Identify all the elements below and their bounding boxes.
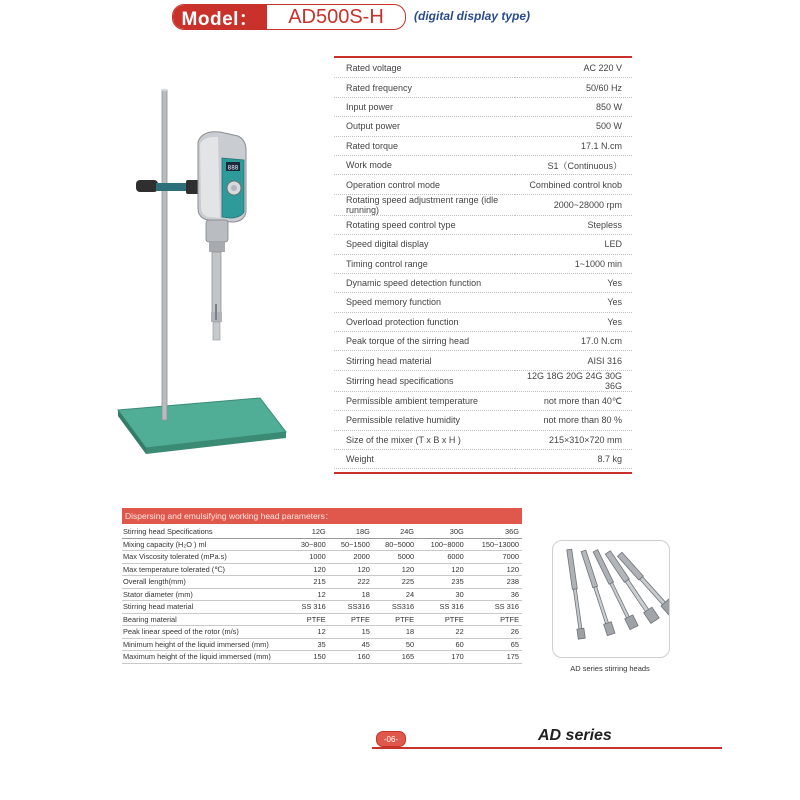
spec-label: Dynamic speed detection function — [334, 273, 515, 292]
dispersing-cell: 18 — [373, 626, 417, 639]
spec-label: Stirring head material — [334, 351, 515, 370]
dispersing-row-label: Max Viscosity tolerated (mPa.s) — [122, 551, 290, 564]
spec-label: Rated voltage — [334, 59, 515, 78]
dispersing-cell: 5000 — [373, 551, 417, 564]
dispersing-row — [122, 638, 522, 651]
spec-row — [334, 332, 632, 351]
dispersing-cell: 22 — [417, 626, 467, 639]
dispersing-cell: 150 — [290, 651, 329, 664]
model-value: AD500S-H — [288, 5, 384, 28]
dispersing-cell: 45 — [329, 638, 373, 651]
spec-row — [334, 59, 632, 78]
dispersing-cell: 225 — [373, 576, 417, 589]
dispersing-cell: 15 — [329, 626, 373, 639]
dispersing-cell: 30 — [417, 588, 467, 601]
dispersing-cell: SS 316 — [290, 601, 329, 614]
spec-label: Permissible ambient temperature — [334, 391, 515, 410]
spec-table — [334, 59, 632, 469]
spec-row — [334, 293, 632, 312]
spec-label: Output power — [334, 117, 515, 136]
page-number: -06- — [376, 731, 406, 747]
spec-value: Stepless — [515, 215, 632, 234]
speed-display-readout: 888 — [227, 164, 239, 172]
spec-row — [334, 351, 632, 370]
dispersing-row — [122, 563, 522, 576]
spec-row — [334, 78, 632, 97]
spec-row — [334, 97, 632, 116]
model-badge — [172, 4, 406, 30]
dispersing-cell: 120 — [329, 563, 373, 576]
spec-row — [334, 450, 632, 469]
dispersing-row-label: Stirring head material — [122, 601, 290, 614]
dispersing-cell: 120 — [373, 563, 417, 576]
dispersing-row — [122, 551, 522, 564]
dispersing-row-label: Max temperature tolerated (℃) — [122, 563, 290, 576]
spec-row — [334, 312, 632, 331]
spec-row — [334, 370, 632, 391]
stirring-heads-image — [553, 541, 669, 657]
dispersing-row — [122, 538, 522, 551]
dispersing-cell: 65 — [467, 638, 522, 651]
dispersing-cell: 120 — [290, 563, 329, 576]
spec-label: Rotating speed adjustment range (idle running) — [334, 194, 515, 215]
dispersing-cell: 160 — [329, 651, 373, 664]
spec-label: Input power — [334, 97, 515, 116]
spec-value: 215×310×720 mm — [515, 430, 632, 449]
dispersing-cell: 1000 — [290, 551, 329, 564]
dispersing-cell: 18 — [329, 588, 373, 601]
dispersing-cell: 238 — [467, 576, 522, 589]
dispersing-cell: 175 — [467, 651, 522, 664]
spec-value: S1（Continuous） — [515, 155, 632, 174]
series-title: AD series — [538, 727, 612, 744]
dispersing-cell: 36 — [467, 588, 522, 601]
spec-row — [334, 411, 632, 430]
dispersing-cell: 120 — [467, 563, 522, 576]
spec-label: Overload protection function — [334, 312, 515, 331]
dispersing-cell: 235 — [417, 576, 467, 589]
dispersing-cell: 6000 — [417, 551, 467, 564]
spec-label: Operation control mode — [334, 175, 515, 194]
dispersing-cell: PTFE — [373, 613, 417, 626]
dispersing-row-label: Mixing capacity (H₂O ) ml — [122, 538, 290, 551]
dispersing-row-label: Stirring head Specifications — [122, 526, 290, 538]
dispersing-cell: 36G — [467, 526, 522, 538]
spec-label: Timing control range — [334, 254, 515, 273]
spec-label: Permissible relative humidity — [334, 411, 515, 430]
spec-row — [334, 155, 632, 174]
spec-row — [334, 215, 632, 234]
spec-value: 850 W — [515, 97, 632, 116]
dispersing-cell: 50 — [373, 638, 417, 651]
dispersing-cell: 150~13000 — [467, 538, 522, 551]
dispersing-cell: SS316 — [329, 601, 373, 614]
spec-value: 50/60 Hz — [515, 78, 632, 97]
spec-value: 17.0 N.cm — [515, 332, 632, 351]
dispersing-cell: 35 — [290, 638, 329, 651]
spec-row — [334, 117, 632, 136]
dispersing-row-label: Stator diameter (mm) — [122, 588, 290, 601]
spec-value: 2000~28000 rpm — [515, 194, 632, 215]
spec-table-top-rule — [334, 56, 632, 58]
dispersing-row-label: Bearing material — [122, 613, 290, 626]
dispersing-cell: 26 — [467, 626, 522, 639]
spec-label: Rotating speed control type — [334, 215, 515, 234]
dispersing-cell: 50~1500 — [329, 538, 373, 551]
model-label: Model： — [173, 5, 267, 29]
dispersing-cell: PTFE — [467, 613, 522, 626]
dispersing-cell: 24G — [373, 526, 417, 538]
dispersing-cell: PTFE — [329, 613, 373, 626]
spec-label: Speed memory function — [334, 293, 515, 312]
spec-value: Yes — [515, 293, 632, 312]
spec-row — [334, 194, 632, 215]
dispersing-header-row — [122, 526, 522, 538]
spec-row — [334, 175, 632, 194]
spec-value: Yes — [515, 273, 632, 292]
dispersing-cell: 12 — [290, 588, 329, 601]
spec-table-bottom-rule — [334, 472, 632, 474]
dispersing-cell: 80~5000 — [373, 538, 417, 551]
dispersing-cell: 2000 — [329, 551, 373, 564]
dispersing-cell: SS 316 — [467, 601, 522, 614]
dispersing-row — [122, 626, 522, 639]
dispersing-cell: PTFE — [417, 613, 467, 626]
spec-label: Stirring head specifications — [334, 370, 515, 391]
dispersing-cell: 215 — [290, 576, 329, 589]
dispersing-cell: 7000 — [467, 551, 522, 564]
spec-row — [334, 273, 632, 292]
spec-value: not more than 80 % — [515, 411, 632, 430]
stirring-heads-image-frame — [552, 540, 670, 658]
spec-value: 500 W — [515, 117, 632, 136]
spec-value: not more than 40℃ — [515, 391, 632, 410]
dispersing-cell: 100~8000 — [417, 538, 467, 551]
dispersing-row-label: Maximum height of the liquid immersed (mm) — [122, 651, 290, 664]
homogenizer-product-image — [110, 80, 300, 460]
spec-value: 17.1 N.cm — [515, 136, 632, 155]
dispersing-cell: 30~800 — [290, 538, 329, 551]
dispersing-cell: 120 — [417, 563, 467, 576]
spec-value: 12G 18G 20G 24G 30G 36G — [515, 370, 632, 391]
footer-rule — [372, 747, 722, 749]
dispersing-cell: 165 — [373, 651, 417, 664]
spec-value: 1~1000 min — [515, 254, 632, 273]
dispersing-cell: 18G — [329, 526, 373, 538]
spec-row — [334, 254, 632, 273]
spec-label: Peak torque of the sirring head — [334, 332, 515, 351]
spec-label: Work mode — [334, 155, 515, 174]
dispersing-cell: SS316 — [373, 601, 417, 614]
dispersing-row-label: Peak linear speed of the rotor (m/s) — [122, 626, 290, 639]
model-subtitle: (digital display type) — [414, 9, 531, 23]
spec-label: Speed digital display — [334, 235, 515, 254]
dispersing-cell: 170 — [417, 651, 467, 664]
dispersing-cell: 60 — [417, 638, 467, 651]
spec-label: Size of the mixer (T x B x H ) — [334, 430, 515, 449]
dispersing-cell: SS 316 — [417, 601, 467, 614]
dispersing-row — [122, 601, 522, 614]
dispersing-table — [122, 526, 522, 664]
spec-label: Rated frequency — [334, 78, 515, 97]
dispersing-row — [122, 651, 522, 664]
stirring-heads-caption: AD series stirring heads — [570, 664, 650, 673]
spec-value: AC 220 V — [515, 59, 632, 78]
spec-row — [334, 430, 632, 449]
spec-row — [334, 391, 632, 410]
spec-row — [334, 136, 632, 155]
spec-value: LED — [515, 235, 632, 254]
dispersing-row — [122, 613, 522, 626]
dispersing-row — [122, 576, 522, 589]
dispersing-cell: 222 — [329, 576, 373, 589]
spec-label: Rated torque — [334, 136, 515, 155]
dispersing-table-title: Dispersing and emulsifying working head parameters： — [122, 508, 522, 524]
spec-row — [334, 235, 632, 254]
spec-label: Weight — [334, 450, 515, 469]
dispersing-cell: 24 — [373, 588, 417, 601]
dispersing-cell: 12G — [290, 526, 329, 538]
dispersing-row-label: Minimum height of the liquid immersed (mm) — [122, 638, 290, 651]
dispersing-row-label: Overall length(mm) — [122, 576, 290, 589]
spec-value: AISI 316 — [515, 351, 632, 370]
dispersing-row — [122, 588, 522, 601]
dispersing-cell: PTFE — [290, 613, 329, 626]
dispersing-cell: 30G — [417, 526, 467, 538]
spec-value: 8.7 kg — [515, 450, 632, 469]
spec-value: Yes — [515, 312, 632, 331]
dispersing-cell: 12 — [290, 626, 329, 639]
spec-value: Combined control knob — [515, 175, 632, 194]
